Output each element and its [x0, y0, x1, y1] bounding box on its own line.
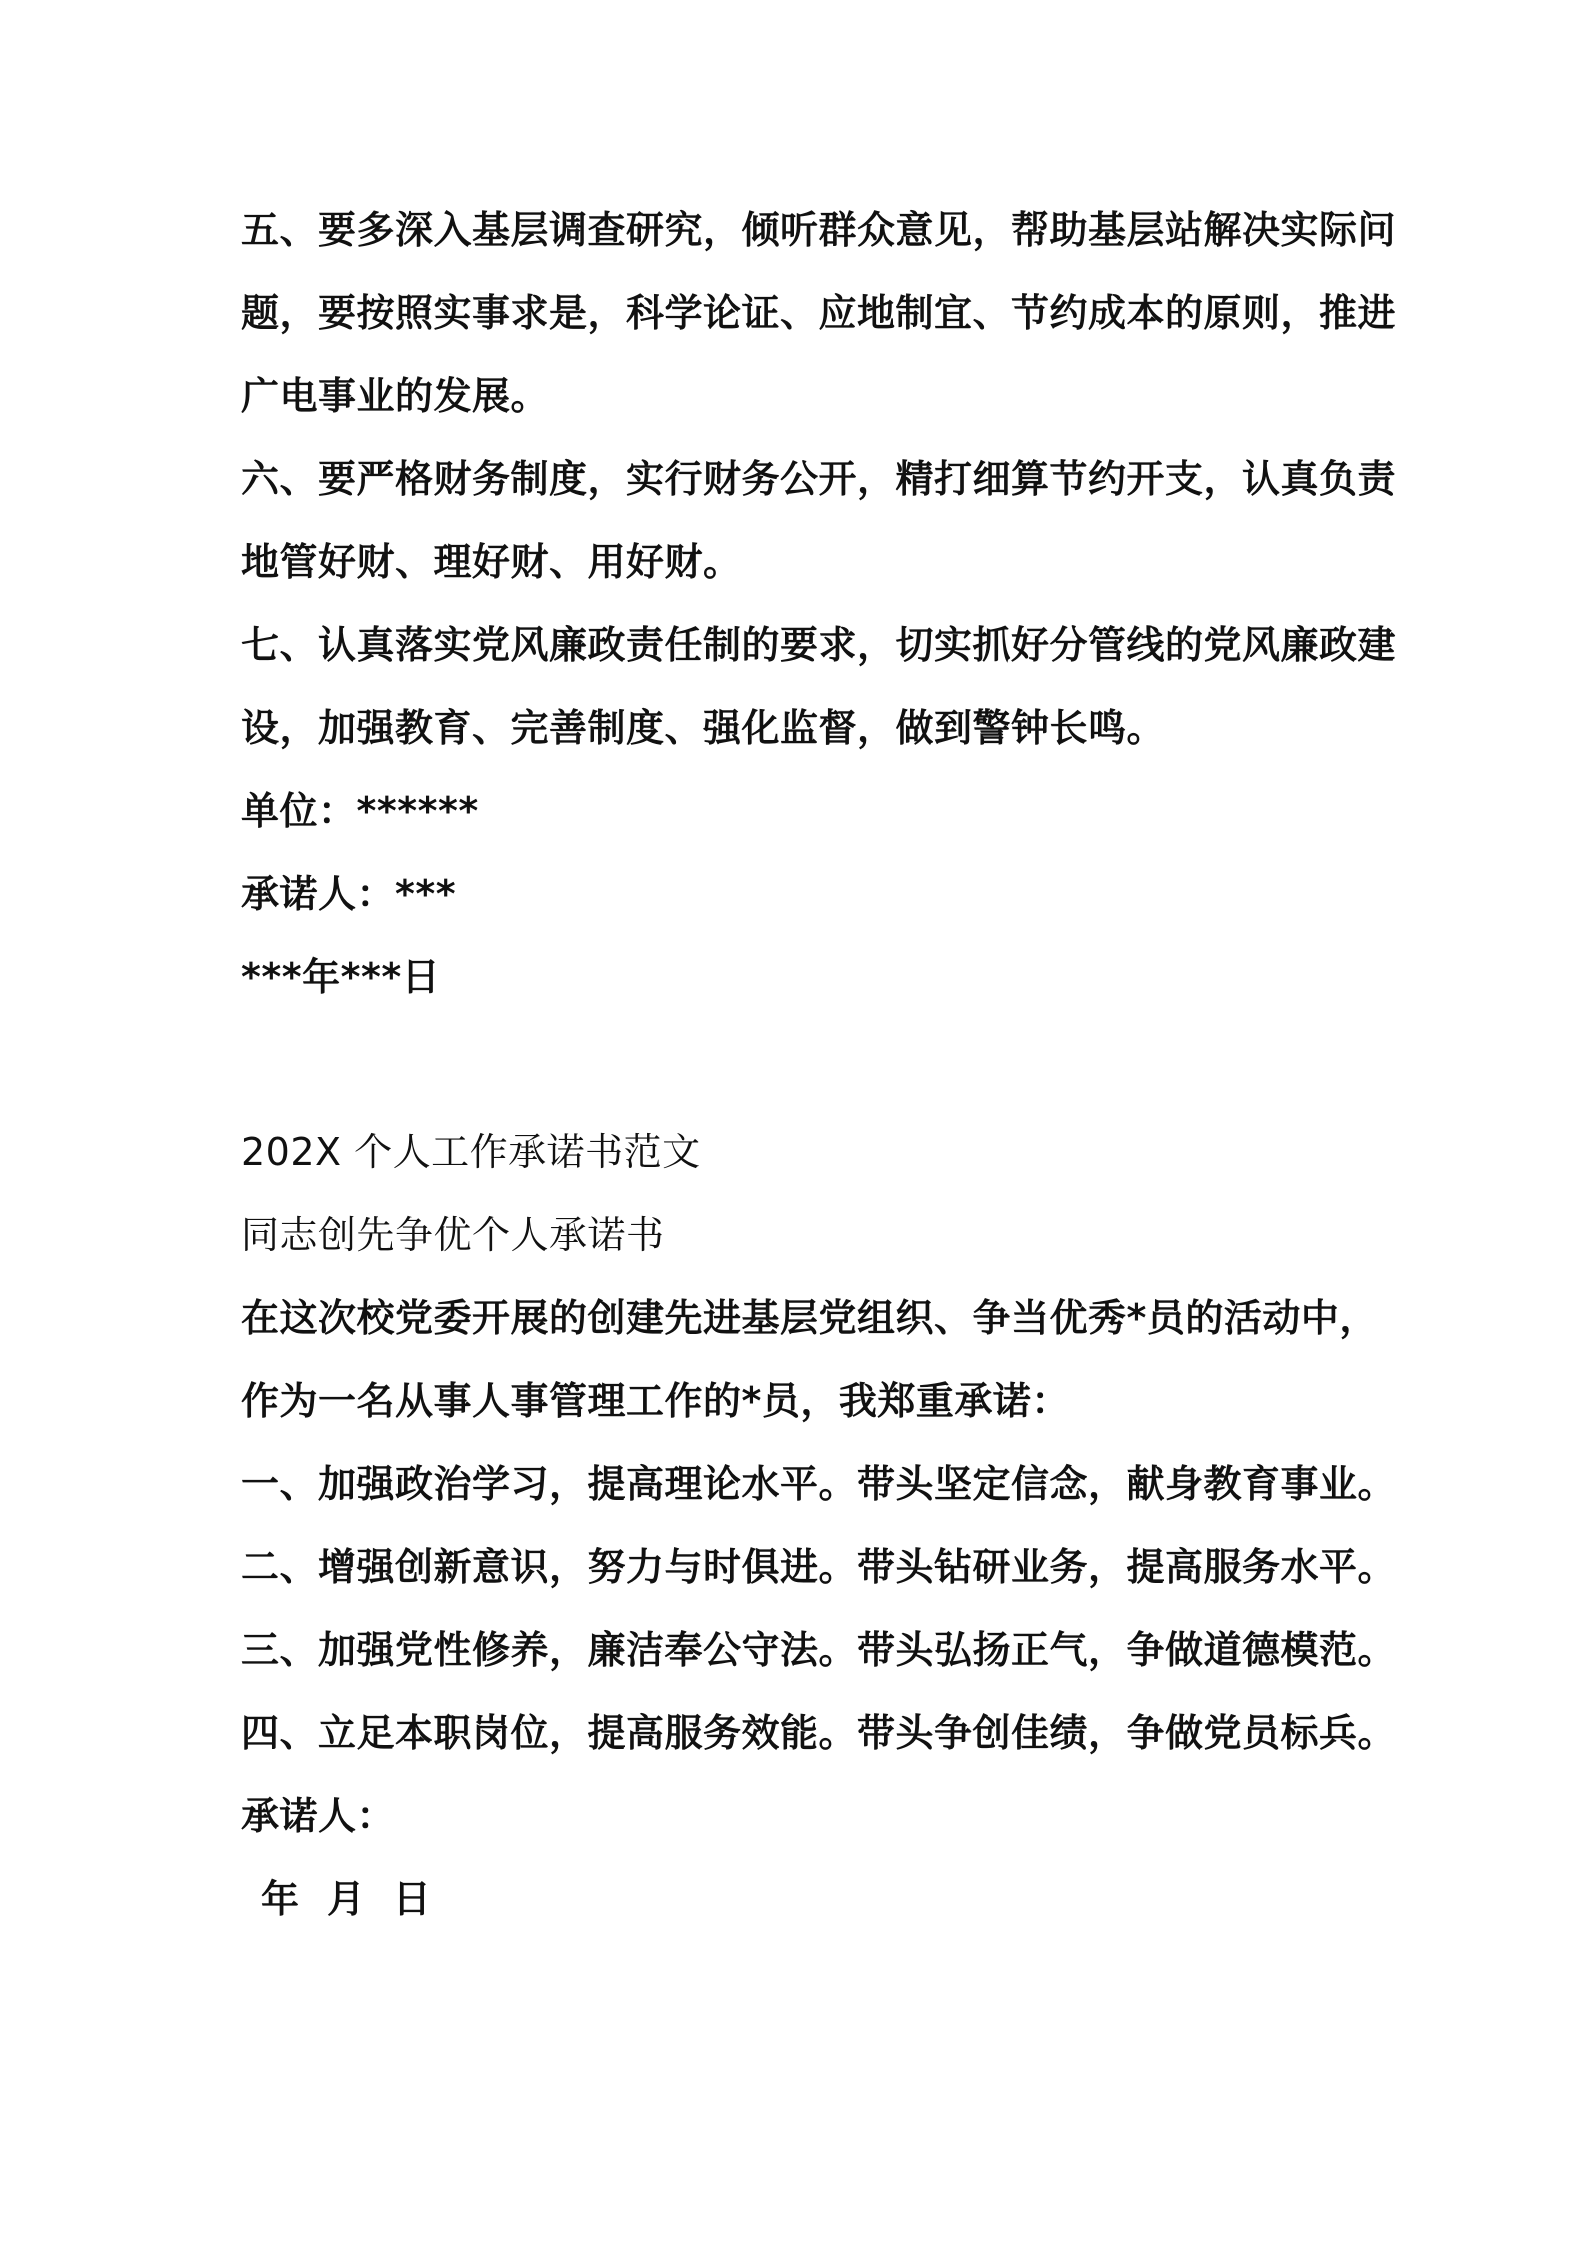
intro-line-2: 作为一名从事人事管理工作的*员，我郑重承诺： — [241, 1379, 1070, 1423]
section-title: 202X 个人工作承诺书范文 — [241, 1130, 701, 1174]
pledge-item-1: 一、加强政治学习，提高理论水平。带头坚定信念，献身教育事业。 — [241, 1462, 1397, 1506]
pledge-item-3: 三、加强党性修养，廉洁奉公守法。带头弘扬正气，争做道德模范。 — [241, 1628, 1397, 1672]
pledge-item-2: 二、增强创新意识，努力与时俱进。带头钻研业务，提高服务水平。 — [241, 1545, 1397, 1589]
pledge-date: 年 月 日 — [261, 1877, 432, 1921]
section-subtitle: 同志创先争优个人承诺书 — [241, 1213, 665, 1257]
item-6-line-1: 六、要严格财务制度，实行财务公开，精打细算节约开支，认真负责 — [241, 457, 1397, 501]
item-5-line-1: 五、要多深入基层调查研究，倾听群众意见，帮助基层站解决实际问 — [241, 208, 1397, 252]
promiser-line: 承诺人：*** — [241, 872, 457, 916]
pledge-item-4: 四、立足本职岗位，提高服务效能。带头争创佳绩，争做党员标兵。 — [241, 1711, 1397, 1755]
item-7-line-2: 设，加强教育、完善制度、强化监督，做到警钟长鸣。 — [241, 706, 1166, 750]
item-5-line-2: 题，要按照实事求是，科学论证、应地制宜、节约成本的原则，推进 — [241, 291, 1397, 335]
item-5-line-3: 广电事业的发展。 — [241, 374, 550, 418]
pledge-promiser: 承诺人： — [241, 1794, 396, 1838]
unit-line: 单位：****** — [241, 789, 479, 833]
item-7-line-1: 七、认真落实党风廉政责任制的要求，切实抓好分管线的党风廉政建 — [241, 623, 1397, 667]
date-line: ***年***日 — [241, 955, 441, 999]
intro-line-1: 在这次校党委开展的创建先进基层党组织、争当优秀*员的活动中， — [241, 1296, 1378, 1340]
item-6-line-2: 地管好财、理好财、用好财。 — [241, 540, 742, 584]
